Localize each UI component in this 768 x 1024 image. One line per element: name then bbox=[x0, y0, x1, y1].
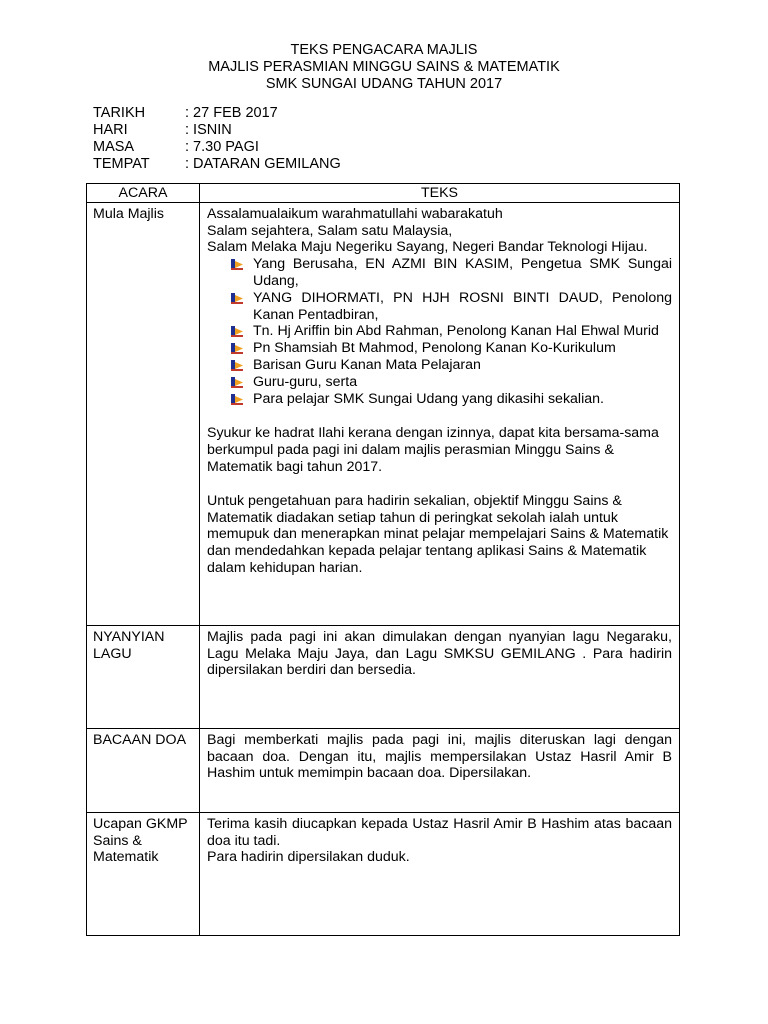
list-item bbox=[229, 391, 672, 408]
acara-cell: Mula Majlis bbox=[87, 202, 200, 625]
info-value: : 27 FEB 2017 bbox=[185, 105, 278, 121]
table-row-mula-majlis bbox=[87, 202, 680, 625]
acara-cell: NYANYIAN LAGU bbox=[87, 625, 200, 728]
list-item-text: Pn Shamsiah Bt Mahmod, Penolong Kanan Ko-Kurikulum bbox=[253, 340, 616, 357]
info-row-hari bbox=[93, 122, 341, 139]
teks-cell bbox=[200, 812, 680, 935]
info-label: TEMPAT bbox=[93, 156, 150, 172]
paragraph: Syukur ke hadrat Ilahi kerana dengan izinnya, dapat kita bersama-sama berkumpul pada pagi ini dalam majlis perasmian Minggu Sains & Matematik bagi tahun 2017. bbox=[207, 425, 659, 475]
paragraph: Terima kasih diucapkan kepada Ustaz Hasril Amir B Hashim atas bacaan doa itu tadi. bbox=[207, 815, 672, 849]
list-item bbox=[229, 374, 672, 391]
column-header-teks: TEKS bbox=[200, 184, 680, 203]
heading-line-1: TEKS PENGACARA MAJLIS bbox=[290, 42, 478, 58]
list-item bbox=[229, 256, 672, 290]
list-item-text: Para pelajar SMK Sungai Udang yang dikasihi sekalian. bbox=[253, 391, 604, 408]
list-item-text: YANG DIHORMATI, PN HJH ROSNI BINTI DAUD, Penolong Kanan Pentadbiran, bbox=[253, 289, 672, 323]
heading-line-2: MAJLIS PERASMIAN MINGGU SAINS & MATEMATIK bbox=[208, 59, 560, 75]
bullet-arrow-icon bbox=[229, 323, 253, 340]
bullet-arrow-icon bbox=[229, 374, 253, 391]
paragraph: Untuk pengetahuan para hadirin sekalian, objektif Minggu Sains & Matematik diadakan setiap tahun di peringkat sekolah ialah untuk memupuk dan menerapkan minat pelajar mempelajari Sains & Matematik dan mendedahkan kepada pelajar tentang aplikasi Sains & Matematik dalam kehidupan harian. bbox=[207, 492, 669, 576]
table-row-ucapan bbox=[87, 812, 680, 935]
heading-line-3: SMK SUNGAI UDANG TAHUN 2017 bbox=[265, 76, 503, 92]
paragraph: Bagi memberkati majlis pada pagi ini, majlis diteruskan lagi dengan bacaan doa. Dengan itu, majlis mempersilakan Ustaz Hasril Amir B Hashim untuk memimpin bacaan doa. Dipersilakan. bbox=[207, 731, 672, 782]
info-row-tarikh bbox=[93, 105, 341, 122]
teks-cell bbox=[200, 202, 680, 625]
document-heading bbox=[0, 42, 768, 93]
bullet-arrow-icon bbox=[229, 357, 253, 374]
spacer bbox=[207, 408, 672, 425]
table-header-row bbox=[87, 184, 680, 203]
teks-cell bbox=[200, 625, 680, 728]
greeting-line: Salam sejahtera, Salam satu Malaysia, bbox=[207, 222, 453, 239]
list-item bbox=[229, 290, 672, 324]
greeting-line: Assalamualaikum warahmatullahi wabarakatuh bbox=[207, 205, 503, 222]
list-item-text: Tn. Hj Ariffin bin Abd Rahman, Penolong Kanan Hal Ehwal Murid bbox=[253, 323, 659, 340]
script-table bbox=[86, 183, 680, 936]
info-label: MASA bbox=[93, 139, 135, 155]
paragraph: Majlis pada pagi ini akan dimulakan dengan nyanyian lagu Negaraku, Lagu Melaka Maju Jaya, dan Lagu SMKSU GEMILANG . Para hadirin dipersilakan berdiri dan bersedia. bbox=[207, 628, 672, 679]
info-value: : 7.30 PAGI bbox=[185, 139, 259, 155]
list-item-text: Yang Berusaha, EN AZMI BIN KASIM, Pengetua SMK Sungai Udang, bbox=[253, 256, 672, 289]
list-item bbox=[229, 340, 672, 357]
info-row-masa bbox=[93, 139, 341, 156]
info-label: HARI bbox=[93, 122, 128, 138]
acara-cell: Ucapan GKMP Sains & Matematik bbox=[87, 812, 200, 935]
list-item-text: Barisan Guru Kanan Mata Pelajaran bbox=[253, 357, 481, 374]
spacer bbox=[207, 476, 672, 493]
list-item-text: Guru-guru, serta bbox=[253, 374, 358, 391]
greeting-line: Salam Melaka Maju Negeriku Sayang, Negeri Bandar Teknologi Hijau. bbox=[207, 239, 648, 256]
dignitary-list bbox=[207, 256, 672, 408]
bullet-arrow-icon bbox=[229, 391, 253, 408]
event-info bbox=[93, 105, 341, 173]
info-label: TARIKH bbox=[93, 105, 146, 121]
acara-cell: BACAAN DOA bbox=[87, 728, 200, 812]
info-value: : ISNIN bbox=[185, 122, 232, 138]
info-row-tempat bbox=[93, 156, 341, 173]
bullet-arrow-icon bbox=[229, 290, 253, 307]
column-header-acara: ACARA bbox=[87, 184, 200, 203]
bullet-arrow-icon bbox=[229, 340, 253, 357]
info-value: : DATARAN GEMILANG bbox=[185, 156, 341, 172]
list-item bbox=[229, 323, 672, 340]
bullet-arrow-icon bbox=[229, 256, 253, 273]
table-row-bacaan-doa bbox=[87, 728, 680, 812]
list-item bbox=[229, 357, 672, 374]
table-row-nyanyian-lagu bbox=[87, 625, 680, 728]
teks-cell bbox=[200, 728, 680, 812]
paragraph: Para hadirin dipersilakan duduk. bbox=[207, 849, 410, 866]
